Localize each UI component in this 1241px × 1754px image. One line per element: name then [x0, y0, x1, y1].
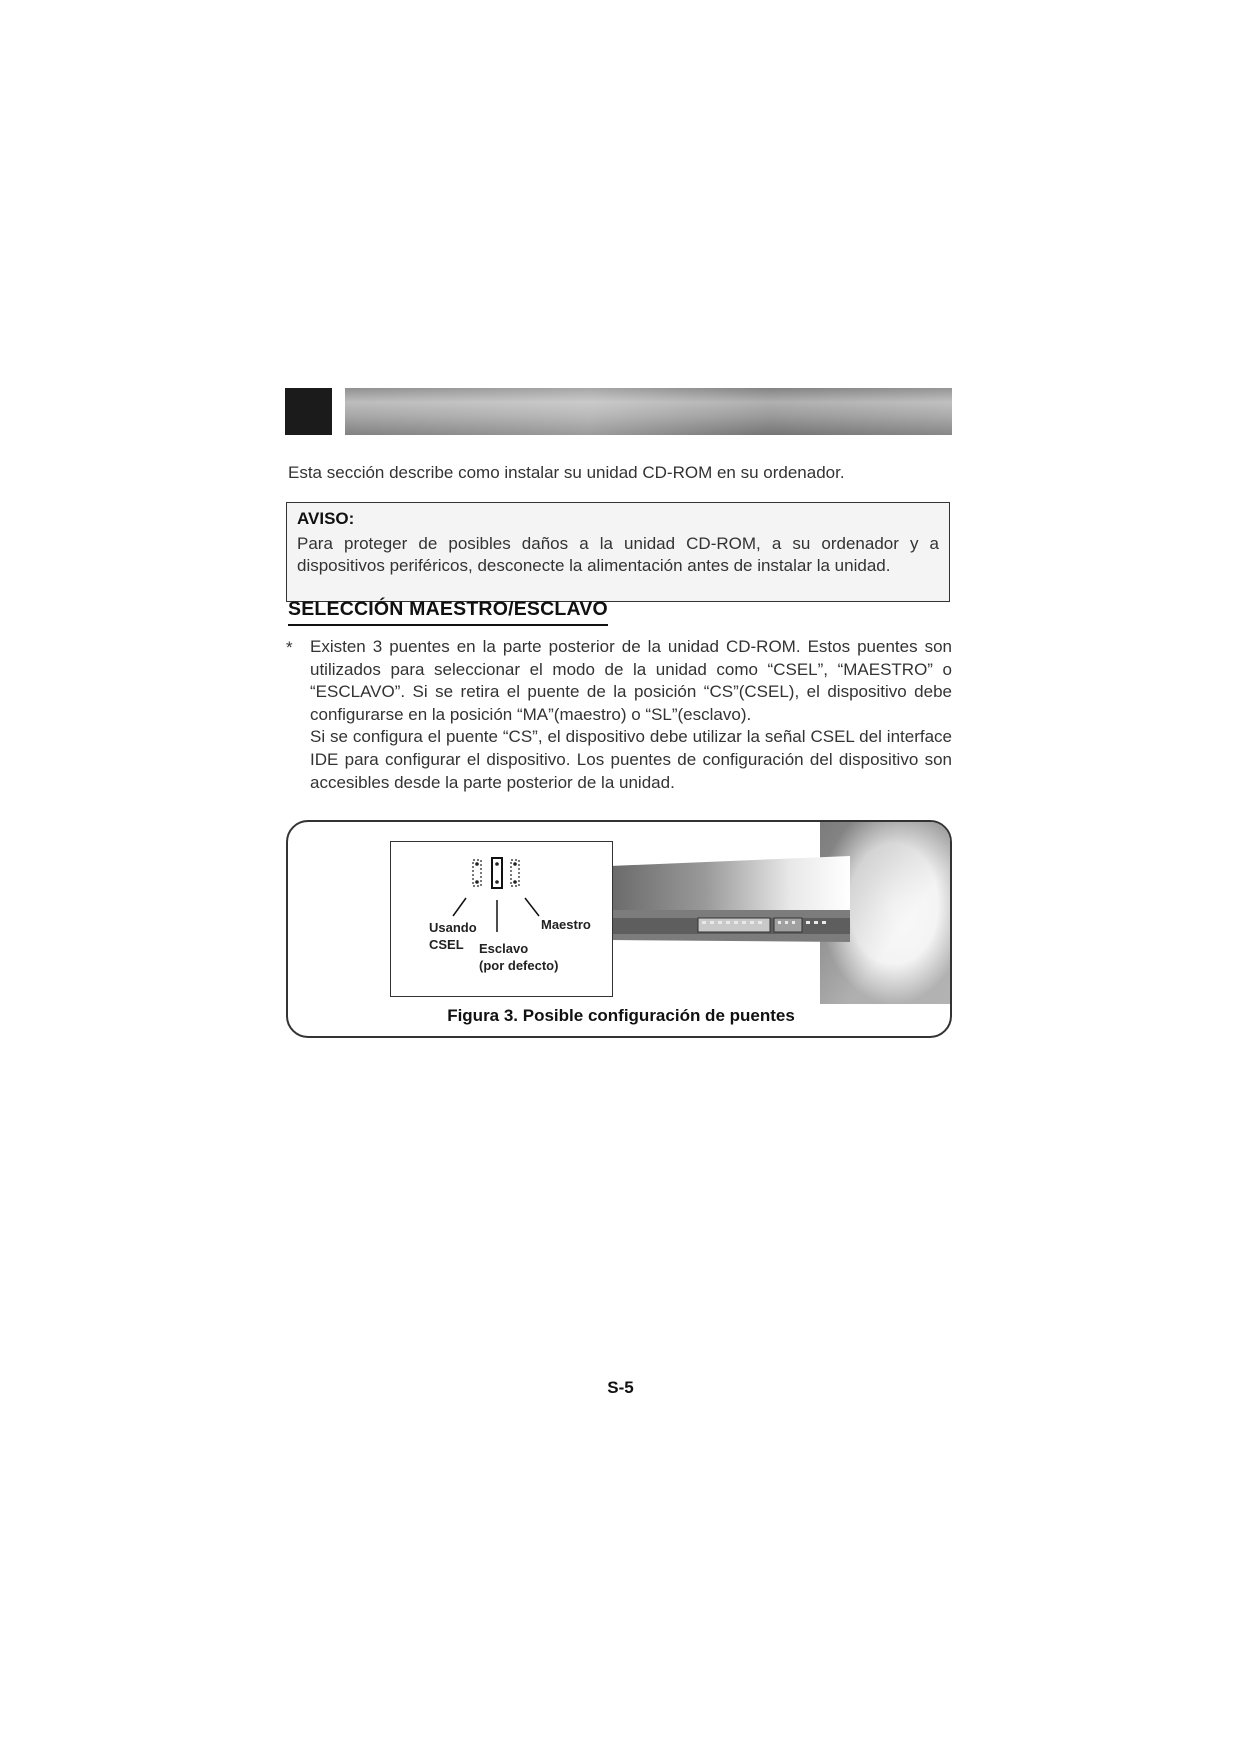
- label-csel-line2: CSEL: [429, 937, 464, 952]
- paragraph-2: Si se configura el puente “CS”, el dispositivo debe utilizar la señal CSEL del interface IDE para configurar el dispositivo. Los puentes de configuración del dispositivo son accesibles desde la parte posterior de la unidad.: [310, 727, 952, 792]
- label-csel-line1: Usando: [429, 920, 477, 935]
- page-number: S-5: [607, 1378, 634, 1397]
- notice-title: AVISO:: [297, 509, 355, 528]
- header-block: [285, 388, 332, 435]
- header-bar: [345, 388, 952, 435]
- jumper-detail-inset: [390, 841, 613, 997]
- label-slave-default: (por defecto): [479, 958, 559, 973]
- figure-box: [286, 820, 952, 1038]
- label-slave: Esclavo: [479, 941, 529, 956]
- paragraph-1: Existen 3 puentes en la parte posterior de la unidad CD-ROM. Estos puentes son utilizados para seleccionar el modo de la unidad como “CSEL”, “MAESTRO” o “ESCLAVO”. Si se retira el puente de la posición “CS”(CSEL), el dispositivo debe configurarse en la posición “MA”(maestro) o “SL”(esclavo).: [310, 637, 952, 724]
- section-title: SELECCIÓN MAESTRO/ESCLAVO: [288, 598, 608, 626]
- notice-body: Para proteger de posibles daños a la unidad CD-ROM, a su ordenador y a dispositivos periféricos, desconecte la alimentación antes de instalar la unidad.: [297, 534, 939, 575]
- notice-box: [286, 502, 950, 602]
- label-master: Maestro: [541, 917, 591, 932]
- intro-text: Esta sección describe como instalar su unidad CD-ROM en su ordenador.: [288, 463, 845, 482]
- cd-rom-drive-illustration: [610, 822, 952, 1004]
- figure-caption: Figura 3. Posible configuración de puentes: [447, 1006, 795, 1025]
- section-body: [310, 636, 952, 794]
- bullet-mark: *: [286, 638, 293, 657]
